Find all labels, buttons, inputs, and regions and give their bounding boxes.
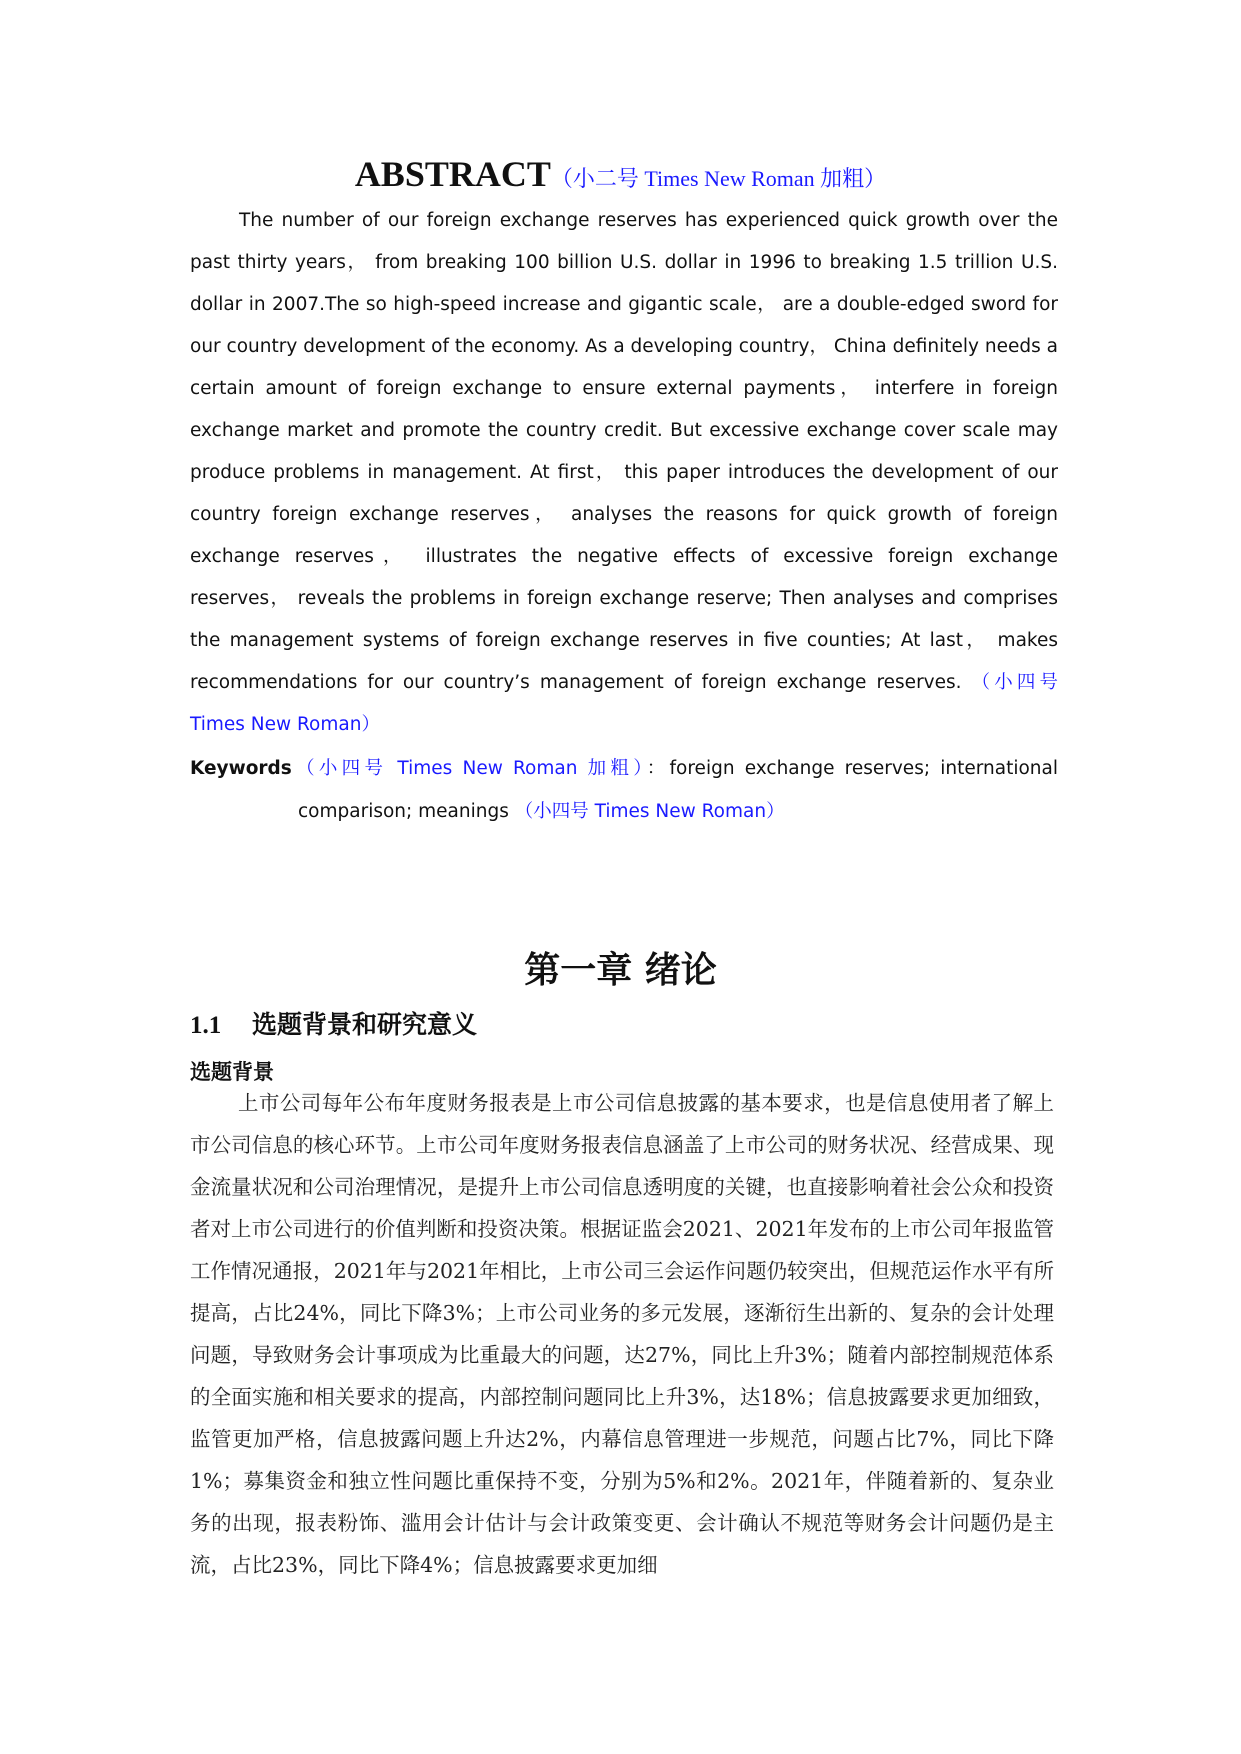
keywords-text: foreign exchange reserves; international comparison; meanings (298, 758, 1058, 822)
section-title: 选题背景和研究意义 (252, 1010, 478, 1039)
keywords-text-format-note: （小四号 Times New Roman） (514, 801, 785, 822)
abstract-body-format-note: （小四号 Times New Roman） (190, 672, 1058, 735)
section-heading (190, 1005, 477, 1046)
chinese-body-paragraph: 上市公司每年公布年度财务报表是上市公司信息披露的基本要求，也是信息使用者了解上市公司信息的核心环节。上市公司年度财务报表信息涵盖了上市公司的财务状况、经营成果、现金流量状况和公司治理情况，是提升上市公司信息透明度的关键，也直接影响着社会公众和投资者对上市公司进行的价值判断和投资决策。根据证监会2021、2021年发布的上市公司年报监管工作情况通报，2021年与2021年相比，上市公司三会运作问题仍较突出，但规范运作水平有所提高，占比24%，同比下降3%；上市公司业务的多元发展，逐渐衍生出新的、复杂的会计处理问题，导致财务会计事项成为比重最大的问题，达27%，同比上升3%；随着内部控制规范体系的全面实施和相关要求的提高，内部控制问题同比上升3%，达18%；信息披露要求更加细致，监管更加严格，信息披露问题上升达2%，内幕信息管理进一步规范，问题占比7%，同比下降1%；募集资金和独立性问题比重保持不变，分别为5%和2%。2021年，伴随着新的、复杂业务的出现，报表粉饰、滥用会计估计与会计政策变更、会计确认不规范等财务会计问题仍是主流，占比23%，同比下降4%；信息披露要求更加细 (190, 1091, 1054, 1577)
abstract-body (190, 200, 1058, 746)
abstract-body-text: The number of our foreign exchange reserves has experienced quick growth over the past thirty years， from breaking 100 billion U.S. dollar in 1996 to breaking 1.5 trillion U.S. dollar in 2007.The so high-speed increase and gigantic scale， are a double-edged sword for our country development of the economy. As a developing country， China definitely needs a certain amount of foreign exchange to ensure external payments， interfere in foreign exchange market and promote the country credit. But excessive exchange cover scale may produce problems in management. At first， this paper introduces the development of our country foreign exchange reserves， analyses the reasons for quick growth of foreign exchange reserves， illustrates the negative effects of excessive foreign exchange reserves， reveals the problems in foreign exchange reserve; Then analyses and comprises the management systems of foreign exchange reserves in five counties; At last， makes recommendations for our country’s management of foreign exchange reserves. (190, 210, 1058, 693)
abstract-title-text: ABSTRACT (354, 154, 551, 194)
keywords-paragraph (190, 747, 1058, 833)
keywords-label-format-note: （小四号 Times New Roman 加粗） (291, 758, 647, 779)
abstract-title (0, 150, 1241, 206)
keywords-separator: ： (646, 758, 670, 779)
chapter-title: 第一章 绪论 (524, 950, 717, 991)
subsection-heading: 选题背景 (190, 1059, 274, 1084)
abstract-title-format-note: （小二号 Times New Roman 加粗） (550, 166, 887, 191)
section-number: 1.1 (190, 1012, 222, 1039)
keywords-label: Keywords (190, 758, 292, 779)
